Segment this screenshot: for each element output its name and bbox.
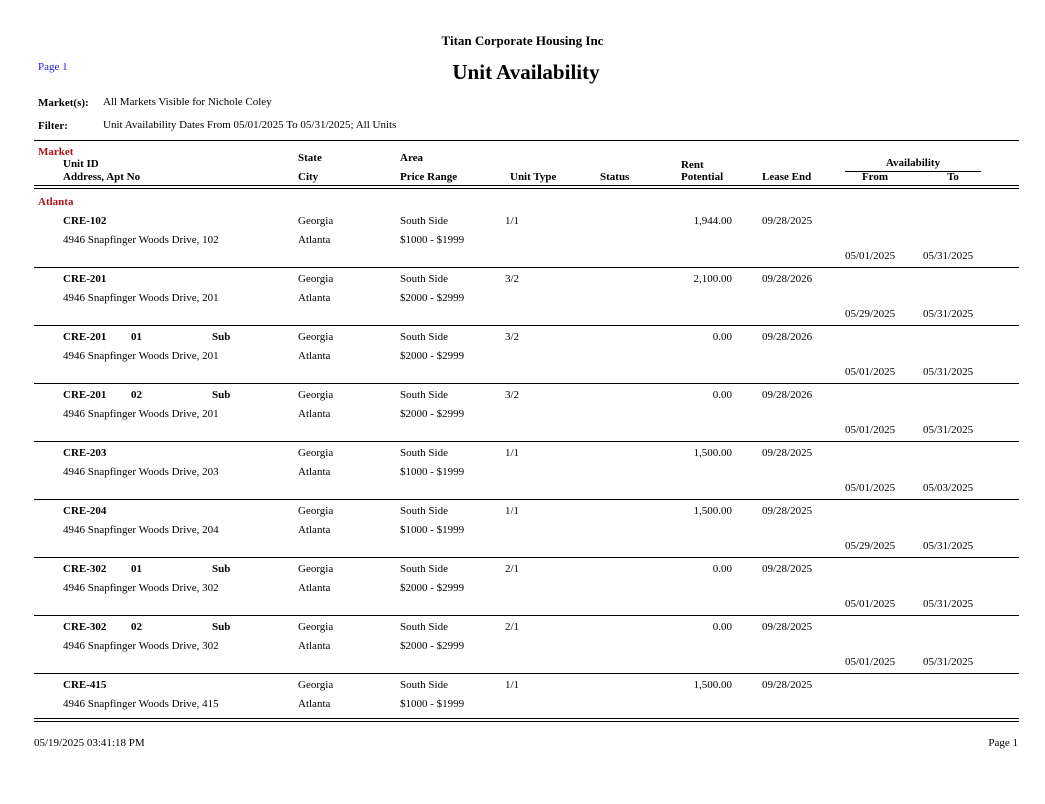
- unit-lease-end: 09/28/2025: [762, 563, 813, 575]
- col-state: State: [298, 152, 322, 164]
- unit-address: 4946 Snapfinger Woods Drive, 201: [63, 292, 219, 304]
- avail-to: 05/31/2025: [923, 308, 974, 320]
- sub-unit-number: 02: [131, 389, 142, 401]
- unit-area: South Side: [400, 621, 448, 633]
- sub-flag: Sub: [212, 331, 231, 343]
- header-top-rule: [34, 140, 1019, 141]
- unit-lease-end: 09/28/2025: [762, 447, 813, 459]
- unit-address: 4946 Snapfinger Woods Drive, 415: [63, 698, 219, 710]
- unit-lease-end: 09/28/2025: [762, 505, 813, 517]
- avail-from: 05/01/2025: [845, 598, 896, 610]
- avail-from: 05/01/2025: [845, 656, 896, 668]
- col-unit-id: Unit ID: [63, 158, 99, 170]
- unit-rent-potential: 0.00: [712, 621, 732, 633]
- avail-from: 05/01/2025: [845, 482, 896, 494]
- unit-id: CRE-302: [63, 621, 107, 633]
- unit-type: 3/2: [505, 389, 520, 401]
- avail-to: 05/31/2025: [923, 598, 974, 610]
- unit-state: Georgia: [298, 389, 334, 401]
- unit-city: Atlanta: [298, 698, 331, 710]
- avail-to: 05/03/2025: [923, 482, 974, 494]
- unit-rent-potential: 0.00: [712, 389, 732, 401]
- markets-value: All Markets Visible for Nichole Coley: [103, 96, 272, 108]
- row-divider: [34, 441, 1019, 442]
- markets-label: Market(s):: [38, 97, 89, 109]
- group-market-label: Atlanta: [38, 196, 74, 208]
- avail-to: 05/31/2025: [923, 366, 974, 378]
- unit-type: 3/2: [505, 273, 520, 285]
- unit-id: CRE-302: [63, 563, 107, 575]
- col-status: Status: [600, 171, 630, 183]
- unit-area: South Side: [400, 331, 448, 343]
- unit-lease-end: 09/28/2026: [762, 331, 813, 343]
- row-divider: [34, 673, 1019, 674]
- unit-state: Georgia: [298, 215, 334, 227]
- col-address: Address, Apt No: [63, 171, 141, 183]
- col-rent: Rent: [681, 159, 704, 171]
- header-bottom-rule-2: [34, 188, 1019, 189]
- unit-lease-end: 09/28/2026: [762, 389, 813, 401]
- unit-type: 2/1: [505, 621, 520, 633]
- unit-type: 2/1: [505, 563, 520, 575]
- unit-price-range: $1000 - $1999: [400, 466, 465, 478]
- unit-id: CRE-201: [63, 331, 107, 343]
- unit-price-range: $2000 - $2999: [400, 640, 465, 652]
- row-divider: [34, 615, 1019, 616]
- col-area: Area: [400, 152, 424, 164]
- filter-label: Filter:: [38, 120, 68, 132]
- unit-id: CRE-203: [63, 447, 107, 459]
- unit-rent-potential: 0.00: [712, 563, 732, 575]
- unit-price-range: $2000 - $2999: [400, 292, 465, 304]
- unit-price-range: $2000 - $2999: [400, 408, 465, 420]
- unit-area: South Side: [400, 389, 448, 401]
- unit-type: 1/1: [505, 505, 520, 517]
- sub-flag: Sub: [212, 389, 231, 401]
- unit-state: Georgia: [298, 563, 334, 575]
- unit-city: Atlanta: [298, 640, 331, 652]
- avail-from: 05/29/2025: [845, 308, 896, 320]
- col-city: City: [298, 171, 319, 183]
- unit-address: 4946 Snapfinger Woods Drive, 201: [63, 350, 219, 362]
- filter-value: Unit Availability Dates From 05/01/2025 To 05/31/2025; All Units: [103, 119, 397, 131]
- row-divider: [34, 383, 1019, 384]
- col-to: To: [947, 171, 959, 183]
- unit-city: Atlanta: [298, 408, 331, 420]
- col-lease-end: Lease End: [762, 171, 812, 183]
- sub-unit-number: 01: [131, 331, 142, 343]
- avail-to: 05/31/2025: [923, 250, 974, 262]
- col-from: From: [861, 171, 889, 183]
- unit-state: Georgia: [298, 331, 334, 343]
- unit-address: 4946 Snapfinger Woods Drive, 302: [63, 640, 219, 652]
- unit-state: Georgia: [298, 679, 334, 691]
- sub-unit-number: 01: [131, 563, 142, 575]
- unit-area: South Side: [400, 679, 448, 691]
- unit-type: 3/2: [505, 331, 520, 343]
- avail-from: 05/01/2025: [845, 250, 896, 262]
- unit-city: Atlanta: [298, 292, 331, 304]
- avail-from: 05/01/2025: [845, 424, 896, 436]
- unit-state: Georgia: [298, 621, 334, 633]
- unit-state: Georgia: [298, 447, 334, 459]
- company-name: Titan Corporate Housing Inc: [441, 33, 604, 48]
- page-link[interactable]: Page 1: [38, 61, 68, 73]
- unit-rent-potential: 0.00: [712, 331, 732, 343]
- unit-city: Atlanta: [298, 466, 331, 478]
- unit-id: CRE-201: [63, 273, 107, 285]
- unit-address: 4946 Snapfinger Woods Drive, 201: [63, 408, 219, 420]
- unit-city: Atlanta: [298, 234, 331, 246]
- footer-timestamp: 05/19/2025 03:41:18 PM: [34, 737, 145, 749]
- unit-rent-potential: 1,500.00: [693, 679, 732, 691]
- unit-address: 4946 Snapfinger Woods Drive, 102: [63, 234, 219, 246]
- unit-area: South Side: [400, 273, 448, 285]
- unit-lease-end: 09/28/2025: [762, 679, 813, 691]
- unit-price-range: $1000 - $1999: [400, 698, 465, 710]
- unit-area: South Side: [400, 505, 448, 517]
- unit-price-range: $2000 - $2999: [400, 350, 465, 362]
- unit-area: South Side: [400, 563, 448, 575]
- unit-lease-end: 09/28/2025: [762, 621, 813, 633]
- unit-rent-potential: 1,500.00: [693, 505, 732, 517]
- col-potential: Potential: [681, 171, 724, 183]
- sub-flag: Sub: [212, 563, 231, 575]
- avail-to: 05/31/2025: [923, 424, 974, 436]
- report-title: Unit Availability: [452, 60, 600, 84]
- col-price-range: Price Range: [400, 171, 458, 183]
- unit-type: 1/1: [505, 215, 520, 227]
- sub-unit-number: 02: [131, 621, 142, 633]
- avail-to: 05/31/2025: [923, 656, 974, 668]
- unit-address: 4946 Snapfinger Woods Drive, 203: [63, 466, 219, 478]
- unit-type: 1/1: [505, 447, 520, 459]
- unit-address: 4946 Snapfinger Woods Drive, 204: [63, 524, 219, 536]
- header-bottom-rule-1: [34, 185, 1019, 186]
- unit-lease-end: 09/28/2025: [762, 215, 813, 227]
- row-divider: [34, 499, 1019, 500]
- unit-lease-end: 09/28/2026: [762, 273, 813, 285]
- row-divider: [34, 557, 1019, 558]
- unit-area: South Side: [400, 447, 448, 459]
- unit-id: CRE-204: [63, 505, 107, 517]
- unit-rent-potential: 1,944.00: [693, 215, 732, 227]
- unit-price-range: $1000 - $1999: [400, 524, 465, 536]
- row-divider: [34, 325, 1019, 326]
- unit-id: CRE-415: [63, 679, 107, 691]
- unit-city: Atlanta: [298, 582, 331, 594]
- unit-city: Atlanta: [298, 350, 331, 362]
- avail-from: 05/29/2025: [845, 540, 896, 552]
- unit-area: South Side: [400, 215, 448, 227]
- col-unit-type: Unit Type: [510, 171, 557, 183]
- unit-state: Georgia: [298, 273, 334, 285]
- footer-page: Page 1: [988, 737, 1018, 749]
- avail-from: 05/01/2025: [845, 366, 896, 378]
- col-availability: Availability: [885, 157, 941, 169]
- footer-rule-2: [34, 721, 1019, 722]
- unit-rent-potential: 2,100.00: [693, 273, 732, 285]
- unit-city: Atlanta: [298, 524, 331, 536]
- unit-id: CRE-102: [63, 215, 107, 227]
- unit-price-range: $2000 - $2999: [400, 582, 465, 594]
- unit-price-range: $1000 - $1999: [400, 234, 465, 246]
- unit-type: 1/1: [505, 679, 520, 691]
- row-divider: [34, 267, 1019, 268]
- sub-flag: Sub: [212, 621, 231, 633]
- col-market: Market: [38, 146, 74, 158]
- unit-address: 4946 Snapfinger Woods Drive, 302: [63, 582, 219, 594]
- footer-rule-1: [34, 718, 1019, 719]
- unit-rent-potential: 1,500.00: [693, 447, 732, 459]
- avail-to: 05/31/2025: [923, 540, 974, 552]
- unit-state: Georgia: [298, 505, 334, 517]
- unit-id: CRE-201: [63, 389, 107, 401]
